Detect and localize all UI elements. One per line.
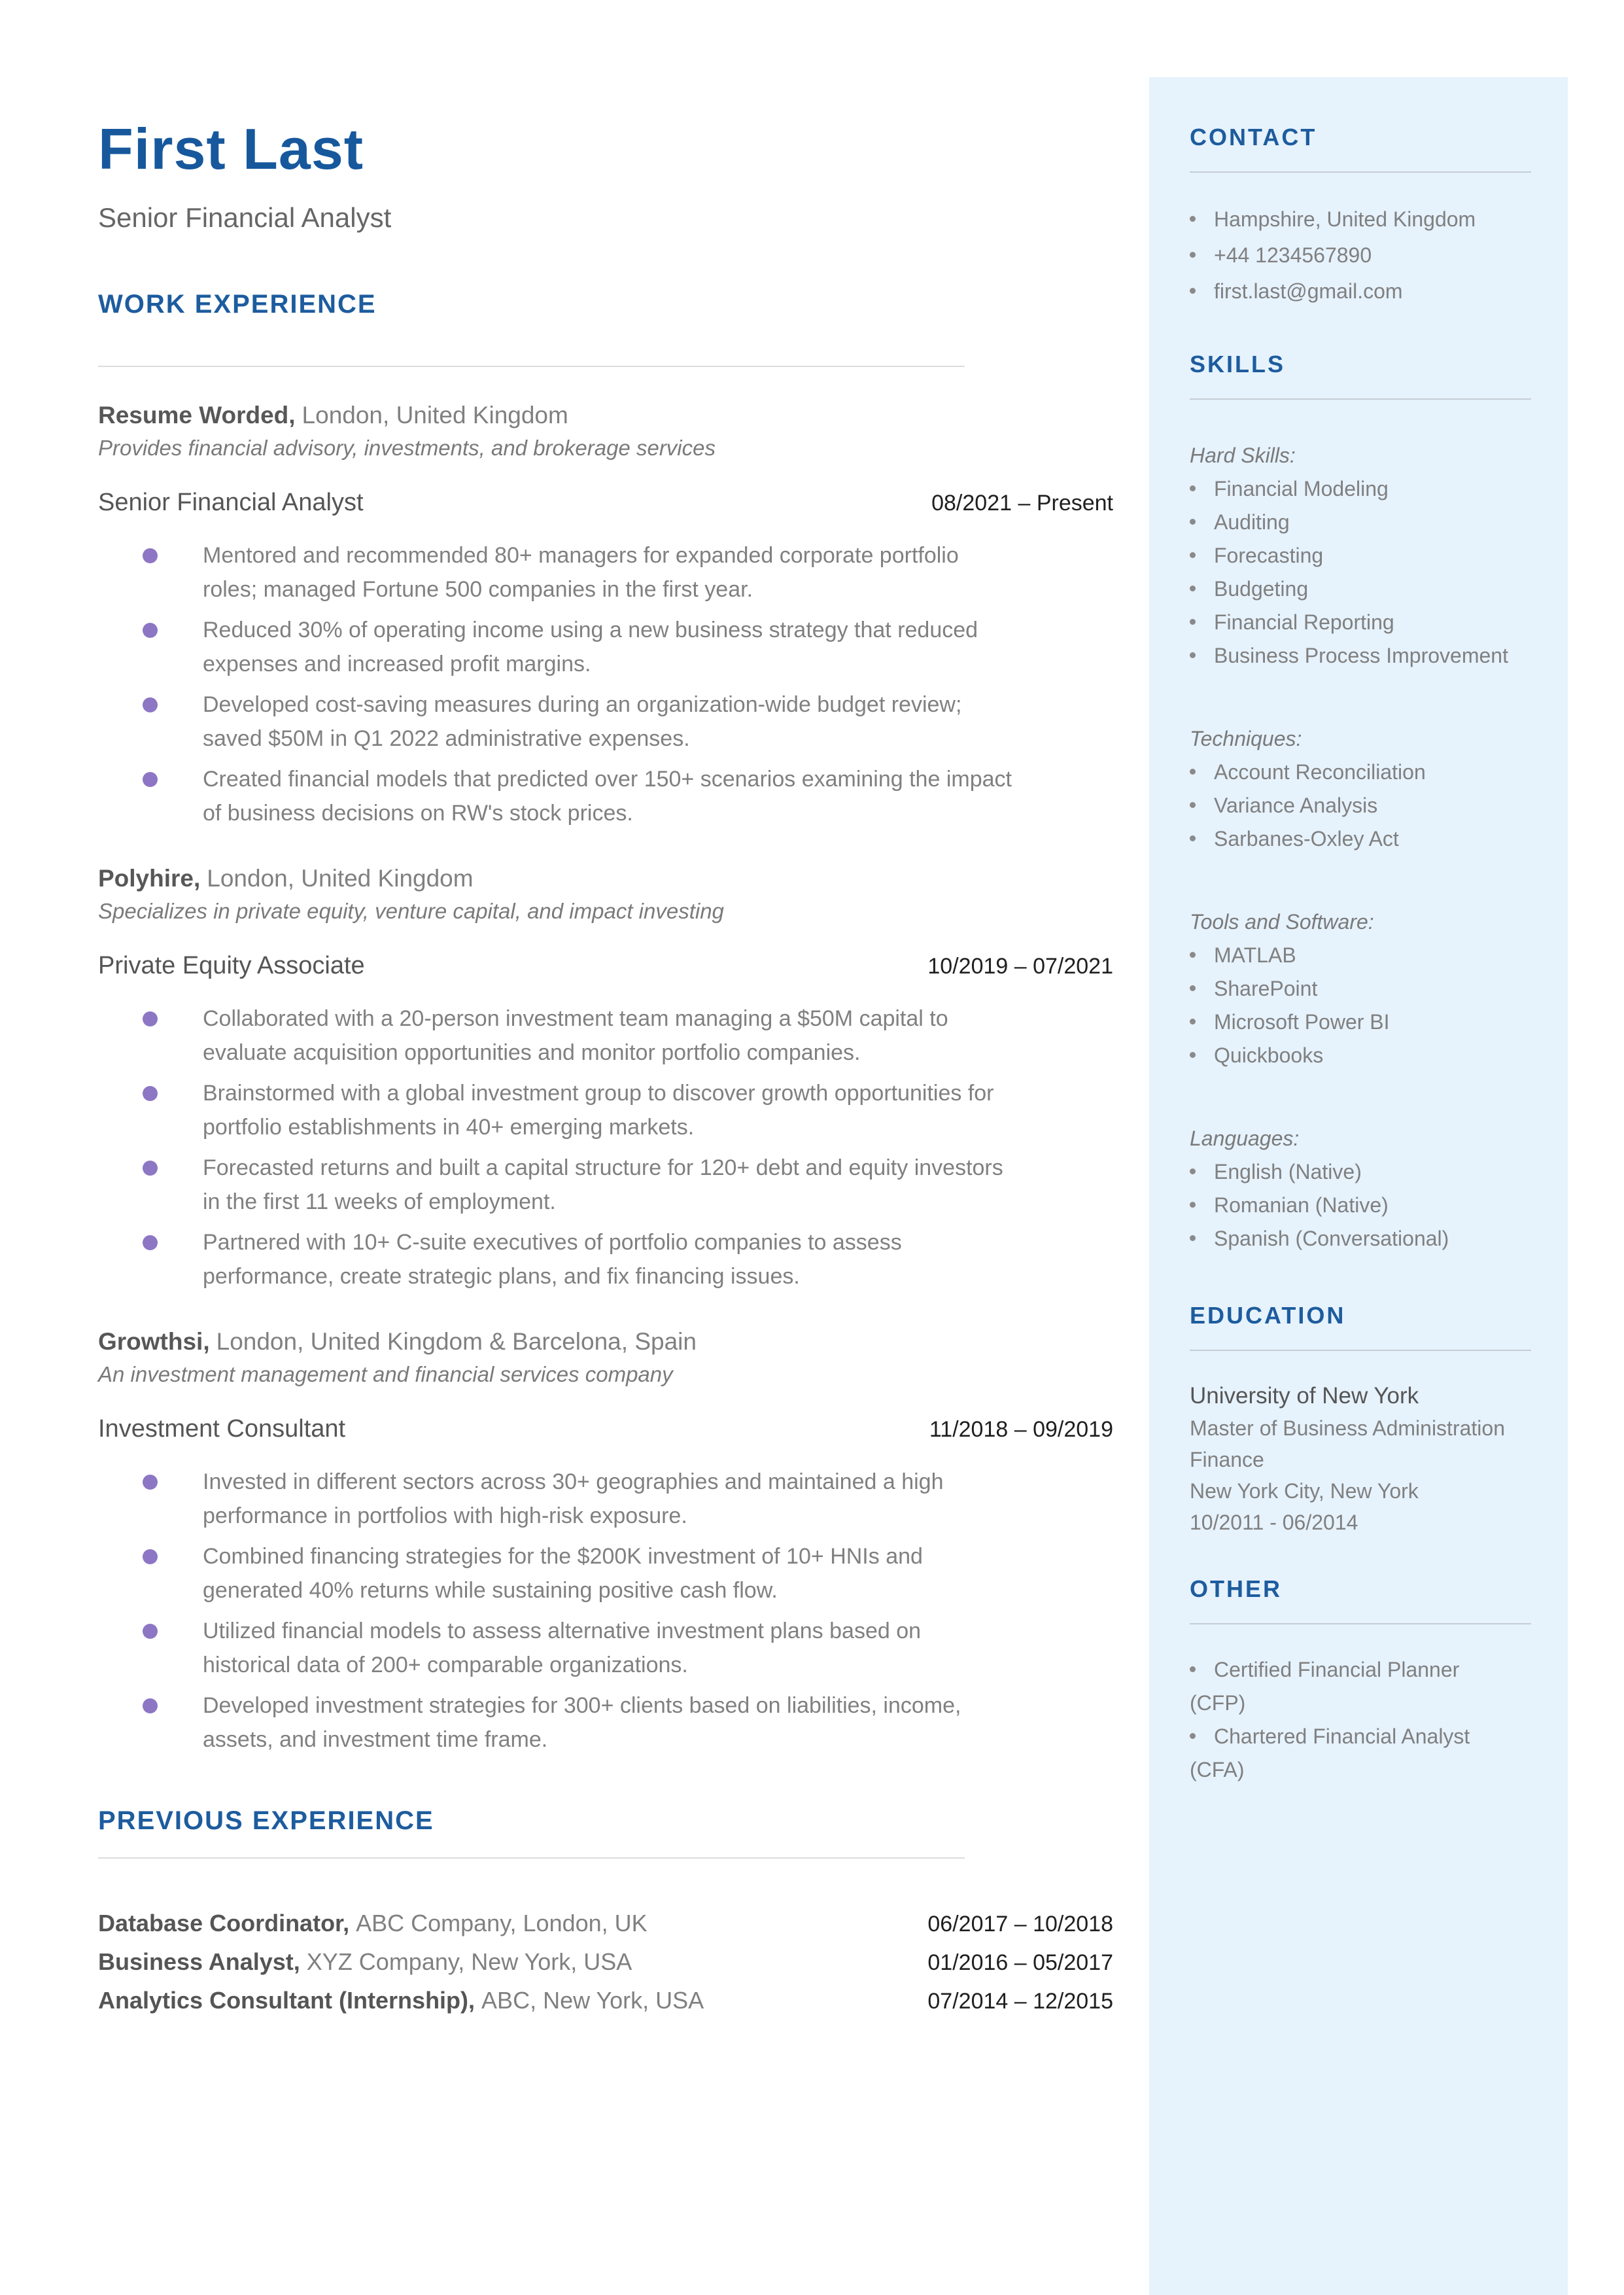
job-growthsi [98,1327,1145,1757]
other-list [1190,1653,1517,1787]
education-details [1190,1412,1517,1538]
bullet-list [98,1465,1145,1757]
skills-group-list [1190,756,1517,856]
education-heading: EDUCATION [1190,1302,1346,1329]
bullet-item: Collaborated with a 20-person investment team managing a $50M capital to evaluate acquisition opportunities and monitor portfolio companies. [98,1002,1145,1070]
bullet-list [98,538,1145,830]
skills-group-label: Tools and Software: [1190,910,1374,934]
certification-item: Certified Financial Planner (CFP) [1190,1653,1517,1720]
bullet-item: Developed investment strategies for 300+ clients based on liabilities, income, assets, and investment time frame. [98,1689,1145,1757]
contact-list [1190,201,1517,309]
bullet-item: Developed cost-saving measures during an organization-wide budget review; saved $50M in Q1 2022 administrative expenses. [98,688,1145,756]
bullet-item: Reduced 30% of operating income using a new business strategy that reduced expenses and increased profit margins. [98,613,1145,681]
bullet-item: Created financial models that predicted over 150+ scenarios examining the impact of business decisions on RW's stock prices. [98,762,1145,830]
skills-group-list [1190,939,1517,1072]
previous-role-dates: 07/2014 – 12/2015 [927,1988,1113,2014]
company-description: An investment management and financial services company [98,1361,673,1386]
person-name: First Last [98,116,364,181]
bullet-item: Forecasted returns and built a capital structure for 120+ debt and equity investors in the first 11 weeks of employment. [98,1151,1145,1219]
education-dates: 10/2011 - 06/2014 [1190,1511,1358,1534]
previous-role-title: Business Analyst, [98,1948,300,1975]
role-title: Investment Consultant [98,1414,346,1443]
skills-group-list [1190,472,1517,673]
skills-group-label: Languages: [1190,1127,1300,1150]
skills-group-list [1190,1155,1517,1255]
divider [1190,1623,1531,1624]
skill-item: Financial Modeling [1190,472,1517,506]
role-title: Senior Financial Analyst [98,488,364,516]
contact-email: first.last@gmail.com [1190,273,1517,309]
previous-experience-heading: PREVIOUS EXPERIENCE [98,1806,434,1835]
skill-item: Romanian (Native) [1190,1189,1517,1222]
previous-role-title: Database Coordinator, [98,1909,350,1936]
role-row [98,951,1113,981]
previous-role-company: ABC, New York, USA [481,1986,704,2014]
previous-role-company: XYZ Company, New York, USA [306,1948,632,1975]
certification-item: Chartered Financial Analyst (CFA) [1190,1720,1517,1787]
previous-role-row [98,1982,1113,2020]
education-location: New York City, New York [1190,1479,1419,1503]
divider [98,1857,965,1859]
job-resume-worded [98,401,1145,830]
other-heading: OTHER [1190,1575,1282,1602]
skill-item: Variance Analysis [1190,789,1517,822]
divider [98,366,965,367]
previous-experience-list [98,1904,1145,2020]
company-line [98,864,1145,893]
skill-item: Microsoft Power BI [1190,1006,1517,1039]
bullet-item: Invested in different sectors across 30+ geographies and maintained a high performance in portfolios with high-risk exposure. [98,1465,1145,1533]
person-title: Senior Financial Analyst [98,202,392,234]
previous-role [98,1982,704,2019]
company-name: Growthsi, [98,1327,210,1355]
education-degree: Master of Business Administration [1190,1416,1505,1440]
role-dates: 11/2018 – 09/2019 [929,1416,1113,1442]
education-school: University of New York [1190,1383,1419,1409]
previous-role [98,1943,632,1980]
previous-role-dates: 06/2017 – 10/2018 [927,1911,1113,1936]
bullet-item: Mentored and recommended 80+ managers for expanded corporate portfolio roles; managed Fortune 500 companies in the first year. [98,538,1145,606]
company-line [98,1327,1145,1356]
sidebar [1149,77,1568,2295]
skill-item: Spanish (Conversational) [1190,1222,1517,1255]
skill-item: Financial Reporting [1190,606,1517,639]
company-name: Resume Worded, [98,401,296,429]
work-experience-heading: WORK EXPERIENCE [98,289,377,319]
skill-item: Auditing [1190,506,1517,539]
company-location: London, United Kingdom & Barcelona, Spain [216,1327,697,1355]
skill-item: English (Native) [1190,1155,1517,1189]
contact-heading: CONTACT [1190,124,1317,150]
skill-item: SharePoint [1190,972,1517,1006]
sidebar-content [1190,123,1517,1787]
job-polyhire [98,864,1145,1293]
company-description: Provides financial advisory, investments, and brokerage services [98,435,716,460]
previous-role [98,1904,648,1942]
previous-role-row [98,1943,1113,1982]
skill-item: Sarbanes-Oxley Act [1190,822,1517,856]
role-title: Private Equity Associate [98,951,365,979]
skill-item: Account Reconciliation [1190,756,1517,789]
role-dates: 08/2021 – Present [931,490,1113,516]
skill-item: MATLAB [1190,939,1517,972]
company-location: London, United Kingdom [302,401,568,429]
previous-role-row [98,1904,1113,1943]
skill-item: Quickbooks [1190,1039,1517,1072]
company-description: Specializes in private equity, venture capital, and impact investing [98,898,724,923]
bullet-item: Utilized financial models to assess alternative investment plans based on historical data of 200+ comparable organizations. [98,1614,1145,1682]
bullet-item: Brainstormed with a global investment group to discover growth opportunities for portfolio establishments in 40+ emerging markets. [98,1076,1145,1144]
divider [1190,1350,1531,1351]
divider [1190,398,1531,400]
bullet-item: Partnered with 10+ C-suite executives of portfolio companies to assess performance, create strategic plans, and fix financing issues. [98,1225,1145,1293]
bullet-item: Combined financing strategies for the $200K investment of 10+ HNIs and generated 40% returns while sustaining positive cash flow. [98,1539,1145,1607]
skills-group-label: Techniques: [1190,727,1302,750]
company-location: London, United Kingdom [207,864,474,892]
previous-role-title: Analytics Consultant (Internship), [98,1986,475,2014]
skill-item: Business Process Improvement [1190,639,1517,673]
role-dates: 10/2019 – 07/2021 [927,953,1113,979]
skills-group-label: Hard Skills: [1190,444,1296,467]
company-line [98,401,1145,430]
company-name: Polyhire, [98,864,201,892]
skill-item: Budgeting [1190,572,1517,606]
skill-item: Forecasting [1190,539,1517,572]
contact-location: Hampshire, United Kingdom [1190,201,1517,237]
main-column [98,0,1145,2020]
previous-role-company: ABC Company, London, UK [356,1909,648,1936]
role-row [98,1414,1113,1444]
bullet-list [98,1002,1145,1293]
education-major: Finance [1190,1448,1264,1471]
divider [1190,171,1531,173]
previous-role-dates: 01/2016 – 05/2017 [927,1950,1113,1975]
contact-phone: +44 1234567890 [1190,237,1517,273]
skills-heading: SKILLS [1190,351,1286,377]
role-row [98,487,1113,517]
